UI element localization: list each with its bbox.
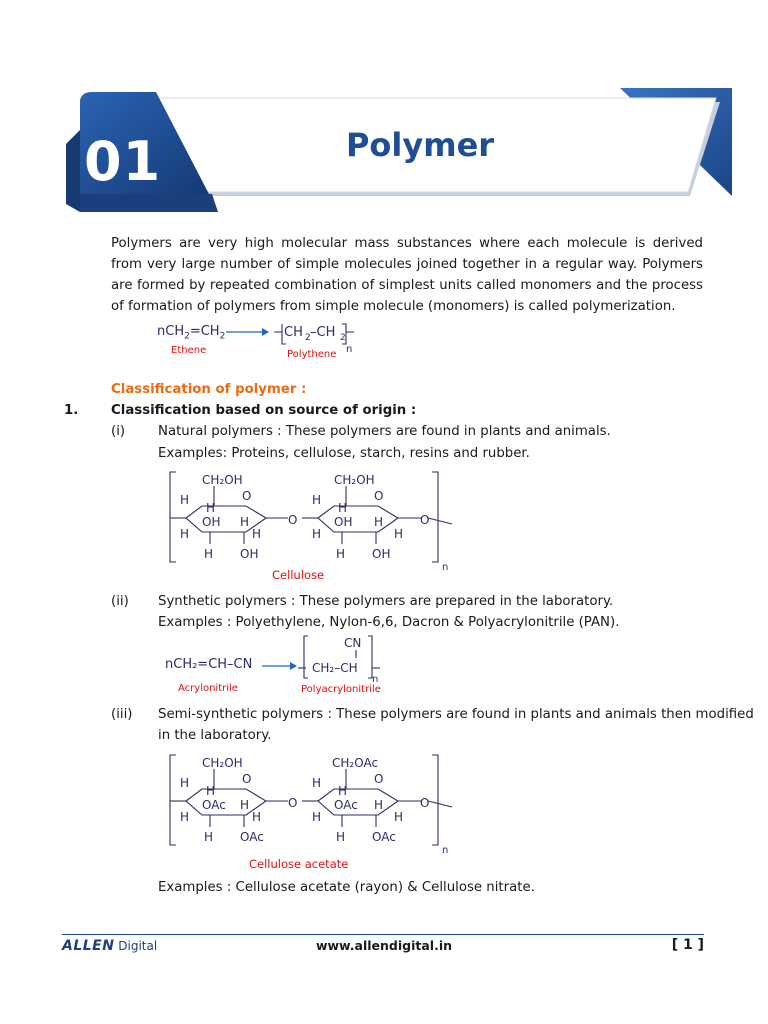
svg-text:2: 2: [340, 333, 346, 343]
svg-text:OH: OH: [240, 547, 259, 561]
svg-text:OH: OH: [334, 515, 353, 529]
svg-text:H: H: [180, 810, 190, 824]
svg-text:H: H: [180, 527, 190, 541]
ethene-label: Ethene: [171, 345, 207, 356]
svg-text:H: H: [338, 784, 348, 798]
intro-paragraph: Polymers are very high molecular mass substances where each molecule is derived from very large number of simple molecules joined together in a regular way. Polymers are formed by repeated combination of simplest units called monomers and the process of formation of polymers from simple molecule (monomers) is called polymerization.: [111, 236, 703, 314]
footer-url-link[interactable]: www.allendigital.in: [315, 938, 453, 953]
svg-text:O: O: [374, 772, 384, 786]
footer-brand-logo: ALLEN Digital: [62, 938, 158, 954]
section-1-number: 1.: [64, 403, 79, 418]
cellulose-ch2oh-2: CH₂OH: [334, 473, 375, 487]
chapter-title: Polymer: [345, 126, 495, 164]
svg-text:H: H: [252, 527, 262, 541]
pan-chain: CH₂–CH: [312, 661, 358, 675]
item-iii-examples: Examples : Cellulose acetate (rayon) & Cellulose nitrate.: [158, 880, 535, 895]
acrylonitrile-label: Acrylonitrile: [178, 683, 238, 694]
svg-text:H: H: [374, 798, 384, 812]
svg-text:H: H: [206, 501, 216, 515]
page-number: [ 1 ]: [671, 937, 704, 953]
footer-divider: [62, 934, 704, 935]
svg-text:H: H: [180, 776, 190, 790]
svg-text:H: H: [374, 515, 384, 529]
svg-text:H: H: [312, 776, 322, 790]
cellulose-label: Cellulose: [272, 568, 325, 582]
svg-text:2: 2: [305, 333, 311, 343]
chapter-number: 01: [84, 130, 162, 193]
polythene-label: Polythene: [287, 349, 337, 360]
svg-text:OAc: OAc: [372, 830, 396, 844]
svg-text:O: O: [242, 772, 252, 786]
pan-equation: [258, 632, 388, 682]
item-ii-number: (ii): [111, 594, 129, 609]
item-i-text: Natural polymers : These polymers are found in plants and animals.: [158, 424, 611, 439]
svg-text:O: O: [288, 796, 298, 810]
item-i-number: (i): [111, 424, 126, 439]
svg-text:OAc: OAc: [240, 830, 264, 844]
svg-text:O: O: [242, 489, 252, 503]
svg-text:H: H: [240, 798, 250, 812]
svg-text:O: O: [420, 796, 430, 810]
svg-text:OH: OH: [202, 515, 221, 529]
cellulose-acetate-structure: [162, 751, 462, 859]
svg-text:H: H: [252, 810, 262, 824]
item-i-examples: Examples: Proteins, cellulose, starch, resins and rubber.: [158, 446, 530, 461]
polythene-n: n: [346, 344, 353, 355]
svg-text:H: H: [312, 810, 322, 824]
item-iii-number: (iii): [111, 707, 133, 722]
acrylonitrile-formula: nCH₂=CH–CN: [165, 657, 253, 672]
svg-text:CH₂OH: CH₂OH: [202, 756, 243, 770]
svg-text:H: H: [312, 493, 322, 507]
svg-text:n: n: [442, 845, 449, 856]
svg-text:H: H: [394, 810, 404, 824]
svg-text:H: H: [180, 493, 190, 507]
svg-text:CH₂OAc: CH₂OAc: [332, 756, 379, 770]
cellulose-ch2oh-1: CH₂OH: [202, 473, 243, 487]
ethene-formula: $nCH_2=CH_2$: [157, 324, 226, 342]
section-1-title: Classification based on source of origin :: [111, 403, 417, 418]
svg-text:H: H: [206, 784, 216, 798]
svg-text:H: H: [204, 547, 214, 561]
svg-text:O: O: [420, 513, 430, 527]
svg-text:–CH: –CH: [310, 325, 336, 340]
svg-text:H: H: [336, 830, 346, 844]
item-iii-text-2: in the laboratory.: [158, 728, 272, 743]
cellulose-structure: [162, 468, 462, 576]
svg-text:OAc: OAc: [334, 798, 358, 812]
svg-text:O: O: [288, 513, 298, 527]
svg-text:H: H: [338, 501, 348, 515]
svg-text:H: H: [204, 830, 214, 844]
svg-text:H: H: [312, 527, 322, 541]
svg-text:O: O: [374, 489, 384, 503]
classification-heading: Classification of polymer :: [111, 382, 307, 397]
item-iii-text: Semi-synthetic polymers : These polymers are found in plants and animals then modified: [158, 707, 754, 722]
svg-text:CH: CH: [284, 325, 303, 340]
item-ii-examples: Examples : Polyethylene, Nylon-6,6, Dacron & Polyacrylonitrile (PAN).: [158, 615, 620, 630]
svg-text:OH: OH: [372, 547, 391, 561]
item-ii-text: Synthetic polymers : These polymers are prepared in the laboratory.: [158, 594, 614, 609]
svg-text:OAc: OAc: [202, 798, 226, 812]
svg-text:H: H: [394, 527, 404, 541]
svg-text:n: n: [442, 562, 449, 573]
svg-text:H: H: [336, 547, 346, 561]
svg-text:H: H: [240, 515, 250, 529]
pan-cn: CN: [344, 636, 362, 650]
polyacrylonitrile-label: Polyacrylonitrile: [301, 684, 381, 695]
cellulose-acetate-label: Cellulose acetate: [249, 857, 349, 871]
svg-text:n: n: [372, 674, 379, 682]
